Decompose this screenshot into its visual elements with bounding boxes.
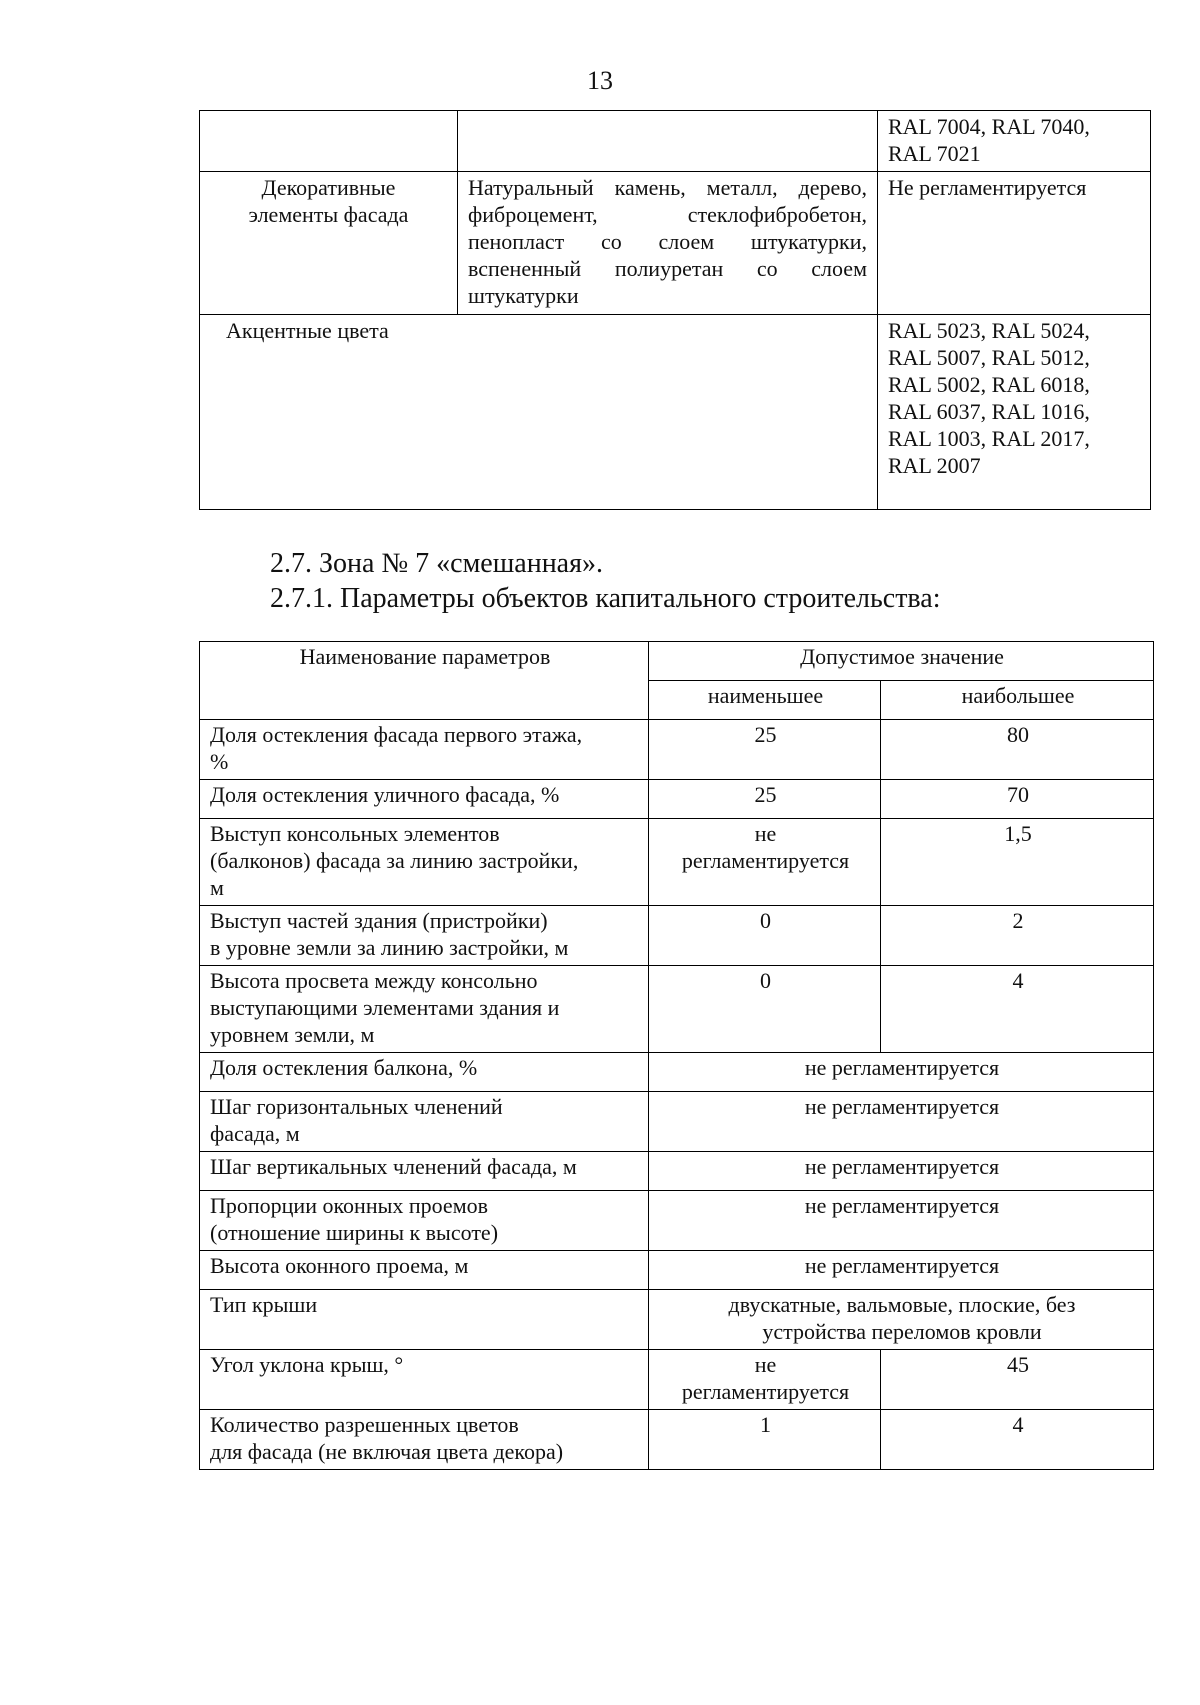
- table-row: [200, 720, 1154, 780]
- table-cell: 4: [881, 966, 1154, 1053]
- table-cell: [649, 1290, 1154, 1350]
- section-heading: 2.7. Зона № 7 «смешанная».: [270, 548, 603, 579]
- cell-line: Тип крыши: [210, 1292, 318, 1317]
- cell-line: уровнем земли, м: [210, 1022, 375, 1047]
- table-cell: Акцентные цвета: [200, 315, 878, 510]
- table-cell: 1: [649, 1410, 881, 1470]
- table-cell: [649, 819, 881, 906]
- cell-line: Угол уклона крыш, °: [210, 1352, 404, 1377]
- cell-line: Натуральный камень, металл, дерево,: [468, 175, 867, 200]
- cell-line: Доля остекления уличного фасада, %: [210, 782, 560, 807]
- cell-line: RAL 5023, RAL 5024,: [888, 318, 1090, 343]
- cell-line: Количество разрешенных цветов: [210, 1412, 519, 1437]
- table-row: [200, 172, 1151, 315]
- cell-line: RAL 7021: [888, 141, 981, 166]
- table-cell: не регламентируется: [649, 1053, 1154, 1092]
- table-cell: [458, 172, 878, 315]
- table-cell: 70: [881, 780, 1154, 819]
- table-cell: [649, 1350, 881, 1410]
- table-cell: [878, 315, 1151, 510]
- table-cell: [200, 1152, 649, 1191]
- cell-line: RAL 5002, RAL 6018,: [888, 372, 1090, 397]
- table-cell: [200, 1290, 649, 1350]
- cell-line: пенопласт со слоем штукатурки,: [468, 229, 867, 254]
- table-cell: 4: [881, 1410, 1154, 1470]
- table-cell: 1,5: [881, 819, 1154, 906]
- table-cell: [878, 111, 1151, 172]
- cell-line: Шаг горизонтальных членений: [210, 1094, 503, 1119]
- cell-line: в уровне земли за линию застройки, м: [210, 935, 569, 960]
- table-cell: 0: [649, 966, 881, 1053]
- table-row: [200, 906, 1154, 966]
- cell-line: Выступ частей здания (пристройки): [210, 908, 548, 933]
- cell-line: не: [754, 821, 777, 846]
- cell-line: Пропорции оконных проемов: [210, 1193, 488, 1218]
- table-row: [200, 315, 1151, 510]
- cell-line: Доля остекления балкона, %: [210, 1055, 478, 1080]
- parameters-table: [199, 641, 1154, 1470]
- table-row: [200, 1092, 1154, 1152]
- cell-line: регламентируется: [681, 1379, 850, 1404]
- table-cell: [200, 720, 649, 780]
- table-cell: [200, 1092, 649, 1152]
- table-cell: 2: [881, 906, 1154, 966]
- table-cell: не регламентируется: [649, 1092, 1154, 1152]
- table-row: [200, 1251, 1154, 1290]
- table-row: [200, 1410, 1154, 1470]
- page-number: 13: [587, 66, 613, 95]
- subsection-heading: 2.7.1. Параметры объектов капитального строительства:: [270, 583, 941, 614]
- table-cell: 0: [649, 906, 881, 966]
- table-cell: не регламентируется: [649, 1251, 1154, 1290]
- table-row: [200, 780, 1154, 819]
- table-cell: Не регламентируется: [878, 172, 1151, 315]
- table-row: [200, 1152, 1154, 1191]
- table-cell: [200, 1251, 649, 1290]
- table-cell: [200, 1191, 649, 1251]
- cell-line: Высота просвета между консольно: [210, 968, 538, 993]
- cell-line: RAL 7004, RAL 7040,: [888, 114, 1090, 139]
- cell-line: %: [210, 749, 229, 774]
- table-cell: [200, 1410, 649, 1470]
- table-cell: [200, 780, 649, 819]
- cell-line: Высота оконного проема, м: [210, 1253, 469, 1278]
- cell-line: вспененный полиуретан со слоем: [468, 256, 867, 281]
- cell-line: двускатные, вальмовые, плоские, без: [728, 1292, 1076, 1317]
- cell-line: (отношение ширины к высоте): [210, 1220, 499, 1245]
- table-cell: [200, 172, 458, 315]
- cell-line: (балконов) фасада за линию застройки,: [210, 848, 579, 873]
- cell-line: не: [754, 1352, 777, 1377]
- cell-line: выступающими элементами здания и: [210, 995, 560, 1020]
- cell-line: фиброцемент, стеклофибробетон,: [468, 202, 867, 227]
- cell-line: Декоративные: [261, 175, 396, 200]
- table-cell: [200, 906, 649, 966]
- table-cell: [200, 1053, 649, 1092]
- cell-line: для фасада (не включая цвета декора): [210, 1439, 564, 1464]
- cell-line: штукатурки: [468, 283, 579, 308]
- cell-line: регламентируется: [681, 848, 850, 873]
- table-cell: не регламентируется: [649, 1191, 1154, 1251]
- table-row: [200, 1191, 1154, 1251]
- table-cell: [200, 966, 649, 1053]
- cell-line: Выступ консольных элементов: [210, 821, 500, 846]
- cell-line: RAL 2007: [888, 453, 981, 478]
- table-cell: 25: [649, 720, 881, 780]
- table-cell: [200, 111, 458, 172]
- table-row: [200, 1053, 1154, 1092]
- table-cell: [200, 819, 649, 906]
- table-row: [200, 1290, 1154, 1350]
- table-cell: [200, 1350, 649, 1410]
- table-cell: 25: [649, 780, 881, 819]
- column-header-min: наименьшее: [649, 681, 881, 720]
- table-row: [200, 111, 1151, 172]
- cell-line: элементы фасада: [248, 202, 409, 227]
- cell-line: Доля остекления фасада первого этажа,: [210, 722, 583, 747]
- cell-line: RAL 6037, RAL 1016,: [888, 399, 1090, 424]
- column-header-allowed: Допустимое значение: [649, 642, 1154, 681]
- table-cell: 45: [881, 1350, 1154, 1410]
- table-header-row: [200, 642, 1154, 681]
- table-cell: не регламентируется: [649, 1152, 1154, 1191]
- cell-line: устройства переломов кровли: [762, 1319, 1042, 1344]
- facade-materials-table: [199, 110, 1151, 510]
- cell-line: м: [210, 875, 224, 900]
- cell-line: RAL 5007, RAL 5012,: [888, 345, 1090, 370]
- cell-line: RAL 1003, RAL 2017,: [888, 426, 1090, 451]
- table-row: [200, 1350, 1154, 1410]
- column-header-name: Наименование параметров: [200, 642, 649, 720]
- table-row: [200, 966, 1154, 1053]
- column-header-max: наибольшее: [881, 681, 1154, 720]
- table-cell: [458, 111, 878, 172]
- table-row: [200, 819, 1154, 906]
- table-cell: 80: [881, 720, 1154, 780]
- cell-line: Шаг вертикальных членений фасада, м: [210, 1154, 577, 1179]
- cell-line: фасада, м: [210, 1121, 300, 1146]
